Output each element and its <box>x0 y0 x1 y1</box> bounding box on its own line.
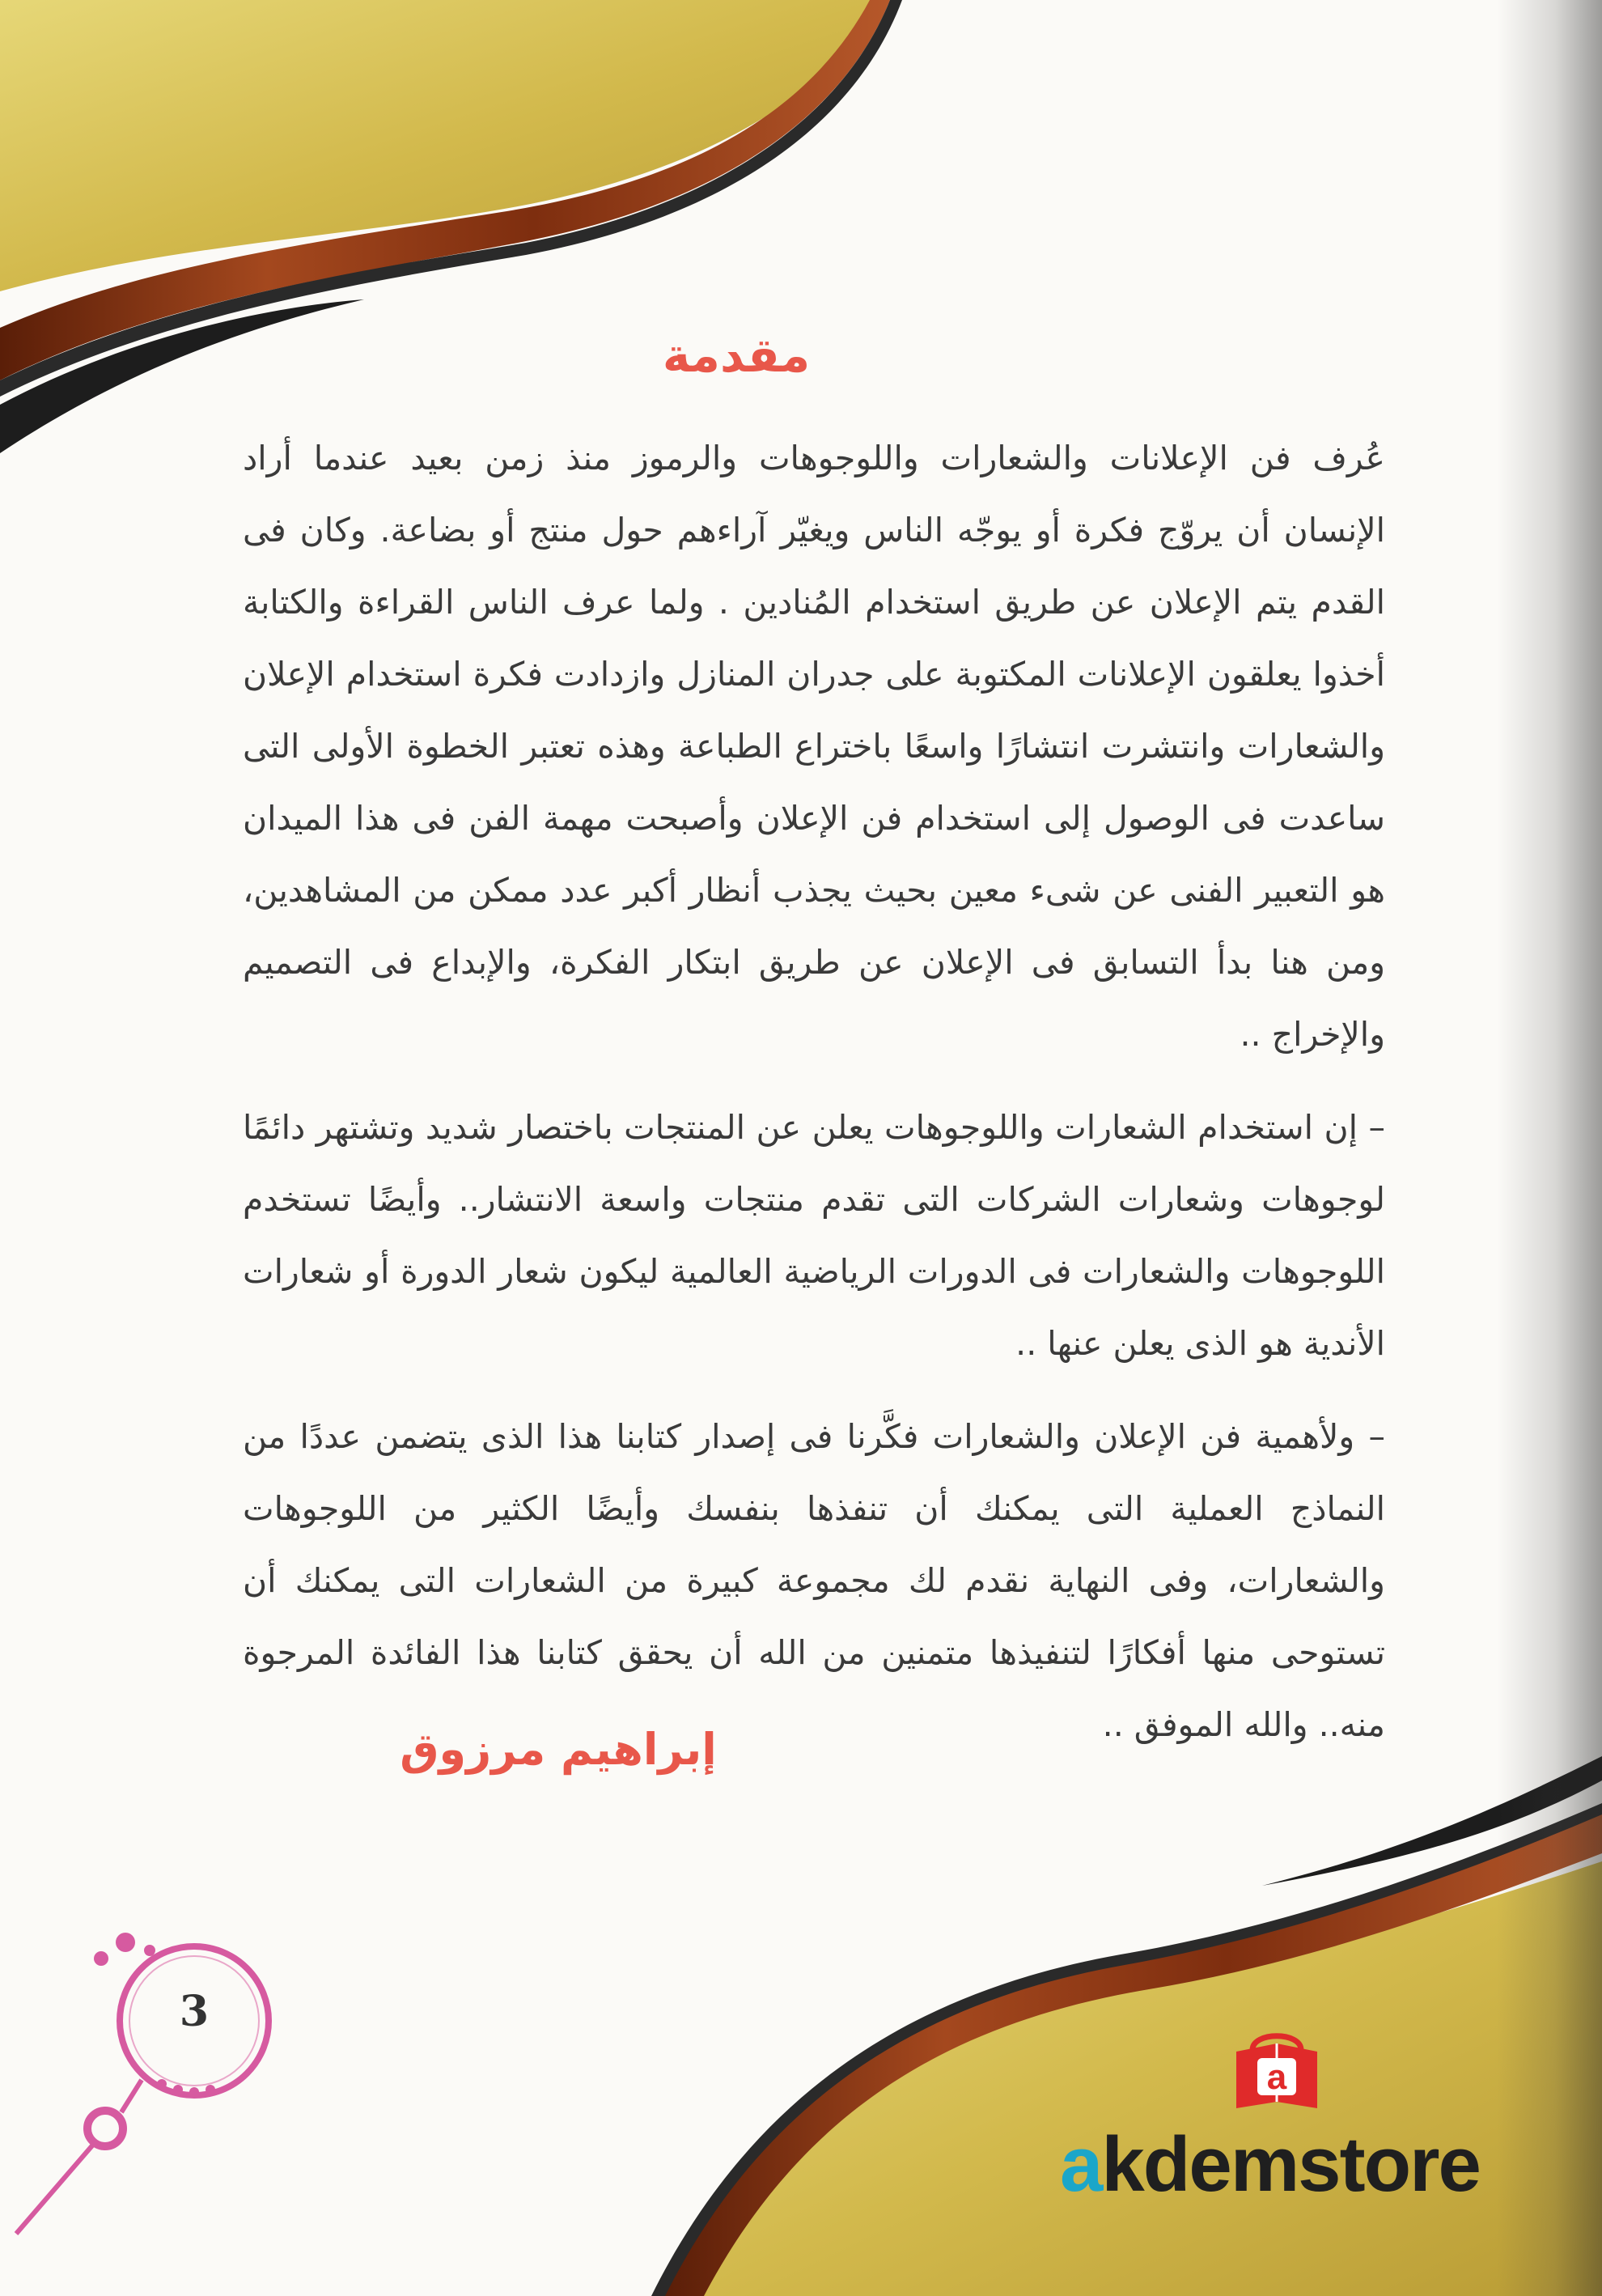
store-watermark-accent: a <box>1060 2121 1102 2208</box>
page-ornament <box>16 1933 269 2234</box>
paragraph-1: عُرف فن الإعلانات والشعارات واللوجوهات والرموز منذ زمن بعيد عندما أراد الإنسان أن يروّج فكرة أو يوجّه الناس ويغيّر آراءهم حول منتج أو بضاعة. وكان فى القدم يتم الإعلان عن طريق استخدام المُنادين . ولما عرف الناس القراءة والكتابة أخذوا يعلقون الإعلانات المكتوبة على جدران المنازل وازدادت فكرة استخدام الإعلان والشعارات وانتشرت انتشارًا واسعًا باختراع الطباعة وهذه تعتبر الخطوة الأولى التى ساعدت فى الوصول إلى استخدام فن الإعلان وأصبحت مهمة الفن فى هذا الميدان هو التعبير الفنى عن شىء معين بحيث يجذب أنظار أكبر عدد ممكن من المشاهدين، ومن هنا بدأ التسابق فى الإعلان عن طريق ابتكار الفكرة، والإبداع فى التصميم والإخراج .. <box>243 439 1385 1054</box>
store-icon-letter: a <box>1266 2057 1287 2097</box>
store-watermark <box>1060 2120 1497 2209</box>
intro-text <box>243 422 1385 1761</box>
store-watermark-name: kdemstore <box>1101 2121 1480 2208</box>
paragraph-3: – ولأهمية فن الإعلان والشعارات فكَّرنا فى إصدار كتابنا هذا الذى يتضمن عددًا من النماذج العملية التى يمكنك أن تنفذها بنفسك وأيضًا الكثير من اللوجوهات والشعارات، وفى النهاية نقدم لك مجموعة كبيرة من الشعارات التى يمكنك أن تستوحى منها أفكارًا لتنفيذها متمنين من الله أن يحقق كتابنا هذا الفائدة المرجوة منه.. والله الموفق .. <box>243 1417 1385 1744</box>
page-title: مقدمة <box>662 328 811 383</box>
page-number: 3 <box>179 1987 210 2036</box>
paragraph-2: – إن استخدام الشعارات واللوجوهات يعلن عن المنتجات باختصار شديد وتشتهر دائمًا لوجوهات وشعارات الشركات التى تقدم منتجات واسعة الانتشار.. وأيضًا تستخدم اللوجوهات والشعارات فى الدورات الرياضية العالمية ليكون شعار الدورة أو شعارات الأندية هو الذى يعلن عنها .. <box>243 1108 1385 1363</box>
store-book-icon <box>1228 2027 1325 2116</box>
page-edge-shadow <box>1497 0 1602 2296</box>
author-signature: إبراهيم مرزوق <box>400 1724 717 1775</box>
